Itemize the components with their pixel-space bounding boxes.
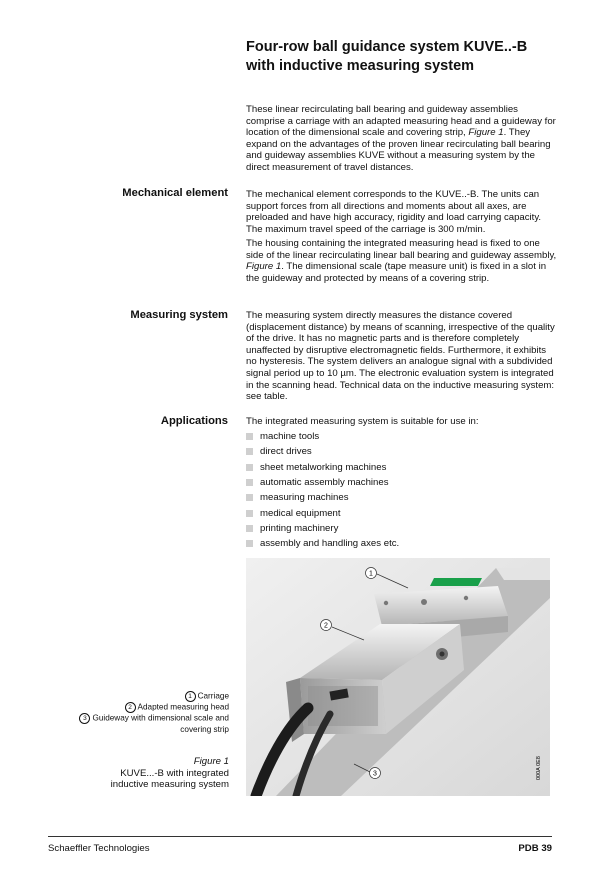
bullet-square-icon — [246, 540, 253, 547]
list-item: direct drives — [246, 444, 558, 459]
title-line-2: with inductive measuring system — [246, 58, 475, 74]
applications-intro: The integrated measuring system is suitable for use in: — [246, 416, 479, 427]
measuring-paragraph: The measuring system directly measures the distance covered (displacement distance) by means of scanning, irrespective of the quality of the drive. It has no magnetic parts and is therefore completely unaffected by disruptive electromagnetic fields. Furthermore, it exhibits no hysteresis. The system delivers an analogue signal with a subdivided signal period up to 10 µm. The electronic evaluation system is integrated in the scanning head. Technical data on the inductive measuring system: see table. — [246, 310, 555, 403]
legend-number: 3 — [79, 713, 90, 724]
caption-line-2: inductive measuring system — [110, 779, 229, 791]
list-item: assembly and handling axes etc. — [246, 536, 558, 551]
list-item: printing machinery — [246, 521, 558, 536]
intro-paragraph — [246, 104, 558, 174]
callout-number: 3 — [373, 770, 377, 778]
product-figure — [246, 558, 550, 796]
callout-number: 2 — [324, 622, 328, 630]
image-code: 000A 0E8 — [536, 756, 542, 780]
mechanical-paragraph-2 — [246, 238, 558, 284]
title-line-1: Four-row ball guidance system KUVE..-B — [246, 39, 528, 55]
caption-label: Figure 1 — [193, 756, 229, 767]
figure-legend — [29, 691, 229, 735]
legend-number: 2 — [125, 702, 136, 713]
list-item: machine tools — [246, 429, 558, 444]
bullet-square-icon — [246, 479, 253, 486]
footer-page-number: PDB 39 — [518, 843, 552, 854]
figure-reference[interactable]: Figure 1 — [468, 127, 504, 139]
mechanical-text-end: . The dimensional scale (tape measure unit) is fixed in a slot in the guideway and protected by means of a covering strip. — [246, 261, 547, 284]
bullet-square-icon — [246, 525, 253, 532]
mechanical-text: The housing containing the integrated measuring head is fixed to one side of the linear recirculating linear ball bearing and guideway assembly, — [246, 238, 557, 261]
intro-text-end: . They expand on the advantages of the proven linear recirculating ball bearing and guideway assemblies KUVE without a measuring system by the direct measurement of travel distances. — [246, 127, 551, 173]
footer-divider — [48, 836, 552, 837]
legend-number: 1 — [185, 691, 196, 702]
section-heading-applications: Applications — [160, 415, 228, 427]
legend-item: 1 Carriage — [29, 691, 229, 702]
list-item: sheet metalworking machines — [246, 460, 558, 475]
callout-number: 1 — [369, 570, 373, 578]
figure-caption — [29, 756, 229, 791]
legend-item: 2 Adapted measuring head — [29, 702, 229, 713]
intro-text: These linear recirculating ball bearing and guideway assemblies comprise a carriage with an adapted measuring head and a guideway for location of the dimensional scale and covering strip, — [246, 104, 556, 139]
bullet-square-icon — [246, 494, 253, 501]
list-item: medical equipment — [246, 505, 558, 520]
bullet-square-icon — [246, 448, 253, 455]
applications-list — [246, 429, 558, 551]
footer-company: Schaeffler Technologies — [48, 843, 150, 854]
caption-line-1: KUVE...-B with integrated — [120, 767, 229, 779]
guideway-illustration — [246, 558, 550, 796]
bullet-square-icon — [246, 510, 253, 517]
list-item: measuring machines — [246, 490, 558, 505]
section-heading-measuring: Measuring system — [130, 309, 228, 321]
section-heading-mechanical: Mechanical element — [122, 187, 228, 199]
mechanical-paragraph-1: The mechanical element corresponds to the KUVE..-B. The units can support forces from all directions and moments about all axes, are preloaded and have high accuracy, rigidity and load carrying capacity. The maximum travel speed of the carriage is 300 m/min. — [246, 189, 542, 235]
page-title — [246, 38, 576, 76]
bullet-square-icon — [246, 464, 253, 471]
figure-reference[interactable]: Figure 1 — [246, 261, 282, 273]
list-item: automatic assembly machines — [246, 475, 558, 490]
covering-strip — [430, 578, 482, 586]
legend-item: 3 Guideway with dimensional scale and covering strip — [29, 713, 229, 735]
bullet-square-icon — [246, 433, 253, 440]
